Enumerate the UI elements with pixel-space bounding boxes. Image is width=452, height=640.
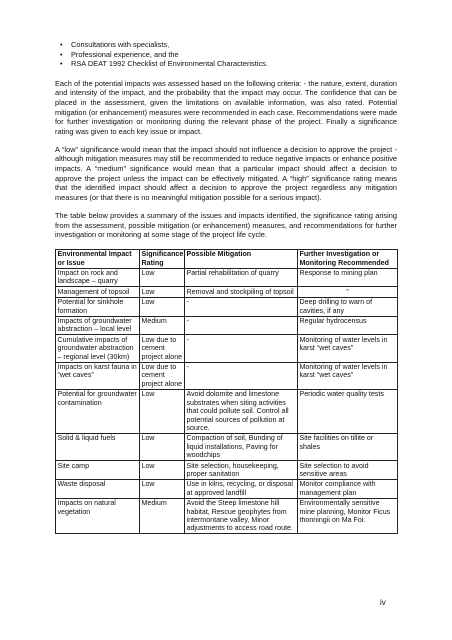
- bullet-text: Professional experience, and the: [71, 49, 179, 59]
- cell-significance: Low: [140, 461, 185, 480]
- cell-investigation: ": [298, 287, 398, 297]
- cell-mitigation: -: [185, 297, 298, 316]
- cell-mitigation: Use in kilns, recycling, or disposal at approved landfill: [185, 479, 298, 498]
- bullet-dot-icon: •: [60, 59, 63, 69]
- bullet-item: [55, 50, 397, 60]
- table-row: [56, 461, 398, 480]
- impact-summary-table: [55, 249, 398, 535]
- cell-mitigation: Partial rehabilitation of quarry: [185, 268, 298, 287]
- bullet-item: [55, 59, 397, 69]
- table-row: [56, 297, 398, 316]
- cell-impact: Potential for groundwater contamination: [56, 389, 140, 433]
- table-row: [56, 389, 398, 433]
- header-investigation: Further Investigation or Monitoring Recommended: [298, 249, 398, 268]
- cell-investigation: Deep drilling to warn of cavities, if any: [298, 297, 398, 316]
- cell-mitigation: Avoid dolomite and limestone substrates when siting activities that could pollute soil. Control all potential sources of pollution at source.: [185, 389, 298, 433]
- document-page: [55, 40, 397, 534]
- cell-significance: Medium: [140, 498, 185, 534]
- cell-significance: Low: [140, 433, 185, 460]
- page-number: iv: [380, 598, 386, 607]
- header-significance: Significance Rating: [141, 250, 184, 267]
- cell-investigation: Site selection to avoid sensitive areas: [298, 461, 398, 480]
- cell-significance: Low due to cement project alone: [140, 362, 185, 389]
- table-row: [56, 335, 398, 362]
- cell-impact: Impacts on karst fauna in “wet caves”: [56, 362, 140, 389]
- cell-mitigation: -: [185, 362, 298, 389]
- cell-impact: Solid & liquid fuels: [56, 433, 140, 460]
- cell-investigation: Monitoring of water levels in karst “wet caves”: [298, 335, 398, 362]
- table-row: [56, 268, 398, 287]
- cell-investigation: Monitor compliance with management plan: [298, 479, 398, 498]
- table-header-row: [56, 249, 398, 268]
- cell-mitigation: Removal and stockpiling of topsoil: [185, 287, 298, 297]
- header-impact: Environmental Impact or Issue: [56, 249, 140, 268]
- cell-significance: Low: [140, 297, 185, 316]
- cell-mitigation: Avoid the Steep limestone hill habitat, Rescue geophytes from intermontane valley, Minor adjustments to access road route.: [185, 498, 298, 534]
- cell-impact: Impacts on natural vegetation: [56, 498, 140, 534]
- cell-investigation: Response to mining plan: [298, 268, 398, 287]
- bullet-item: [55, 40, 397, 50]
- cell-investigation: Monitoring of water levels in karst “wet caves”: [298, 362, 398, 389]
- cell-impact: Impacts of groundwater abstraction – local level: [56, 316, 140, 335]
- cell-investigation: Site facilities on tillite or shales: [298, 433, 398, 460]
- table-row: [56, 433, 398, 460]
- cell-impact: Management of topsoil: [56, 287, 140, 297]
- table-row: [56, 479, 398, 498]
- significance-paragraph: A “low” significance would mean that the impact should not influence a decision to approve the project - although mitigation measures may still be recommended to reduce negative impacts or enhance positive impacts. A “medium” significance would mean that a particular impact should affect a decision to approve the project unless the impact can be effectively mitigated. A “high” significance rating means that the identified impact should affect a decision to approve the project regardless any mitigation measures (or that there is no meaningful mitigation possible for a serious impact).: [55, 144, 397, 202]
- cell-significance: Low: [140, 287, 185, 297]
- table-row: [56, 498, 398, 534]
- table-row: [56, 287, 398, 297]
- cell-mitigation: Site selection, housekeeping, proper sanitation: [185, 461, 298, 480]
- bullet-dot-icon: •: [60, 40, 63, 49]
- table-intro-paragraph: The table below provides a summary of the issues and impacts identified, the significance rating arising from the assessment, possible mitigation (or enhancement) measures, and recommendations for further investigation or monitoring at some stage of the project life cycle.: [55, 210, 397, 240]
- cell-mitigation: -: [185, 335, 298, 362]
- cell-mitigation: Compaction of soil, Bunding of liquid installations, Paving for woodchips: [185, 433, 298, 460]
- cell-impact: Potential for sinkhole formation: [56, 297, 140, 316]
- cell-impact: Waste disposal: [56, 479, 140, 498]
- cell-investigation: Regular hydrocensus: [298, 316, 398, 335]
- cell-significance: Low: [140, 479, 185, 498]
- cell-significance: Low: [140, 389, 185, 433]
- header-mitigation: Possible Mitigation: [185, 249, 298, 268]
- bullet-text: Consultations with specialists,: [71, 40, 170, 49]
- bullet-text: RSA DEAT 1992 Checklist of Environmental Characteristics.: [71, 59, 268, 69]
- method-bullet-list: [55, 40, 397, 69]
- criteria-paragraph: Each of the potential impacts was assessed based on the following criteria: - the nature, extent, duration and intensity of the impact, and the probability that the impact may occur. The confidence that can be placed in the assessment, given the limitations on available information, was also rated. Potential mitigation (or enhancement) measures were recommended in each case. Recommendations were made for further investigation or monitoring during the relevant phase of the project. Finally a significance rating was given to each key issue or impact.: [55, 78, 397, 136]
- cell-impact: Site camp: [56, 461, 140, 480]
- cell-impact: Cumulative impacts of groundwater abstraction – regional level (30km): [56, 335, 140, 362]
- cell-significance: Low due to cement project alone: [140, 335, 185, 362]
- cell-investigation: Environmentally sensitive mine planning, Monitor Ficus thonningii on Ma Foi.: [298, 498, 398, 534]
- cell-significance: Low: [140, 268, 185, 287]
- cell-mitigation: -: [185, 316, 298, 335]
- bullet-dot-icon: •: [60, 49, 63, 59]
- table-row: [56, 362, 398, 389]
- table-row: [56, 316, 398, 335]
- cell-impact: Impact on rock and landscape – quarry: [56, 268, 140, 287]
- cell-investigation: Periodic water quality tests: [298, 389, 398, 433]
- cell-significance: Medium: [140, 316, 185, 335]
